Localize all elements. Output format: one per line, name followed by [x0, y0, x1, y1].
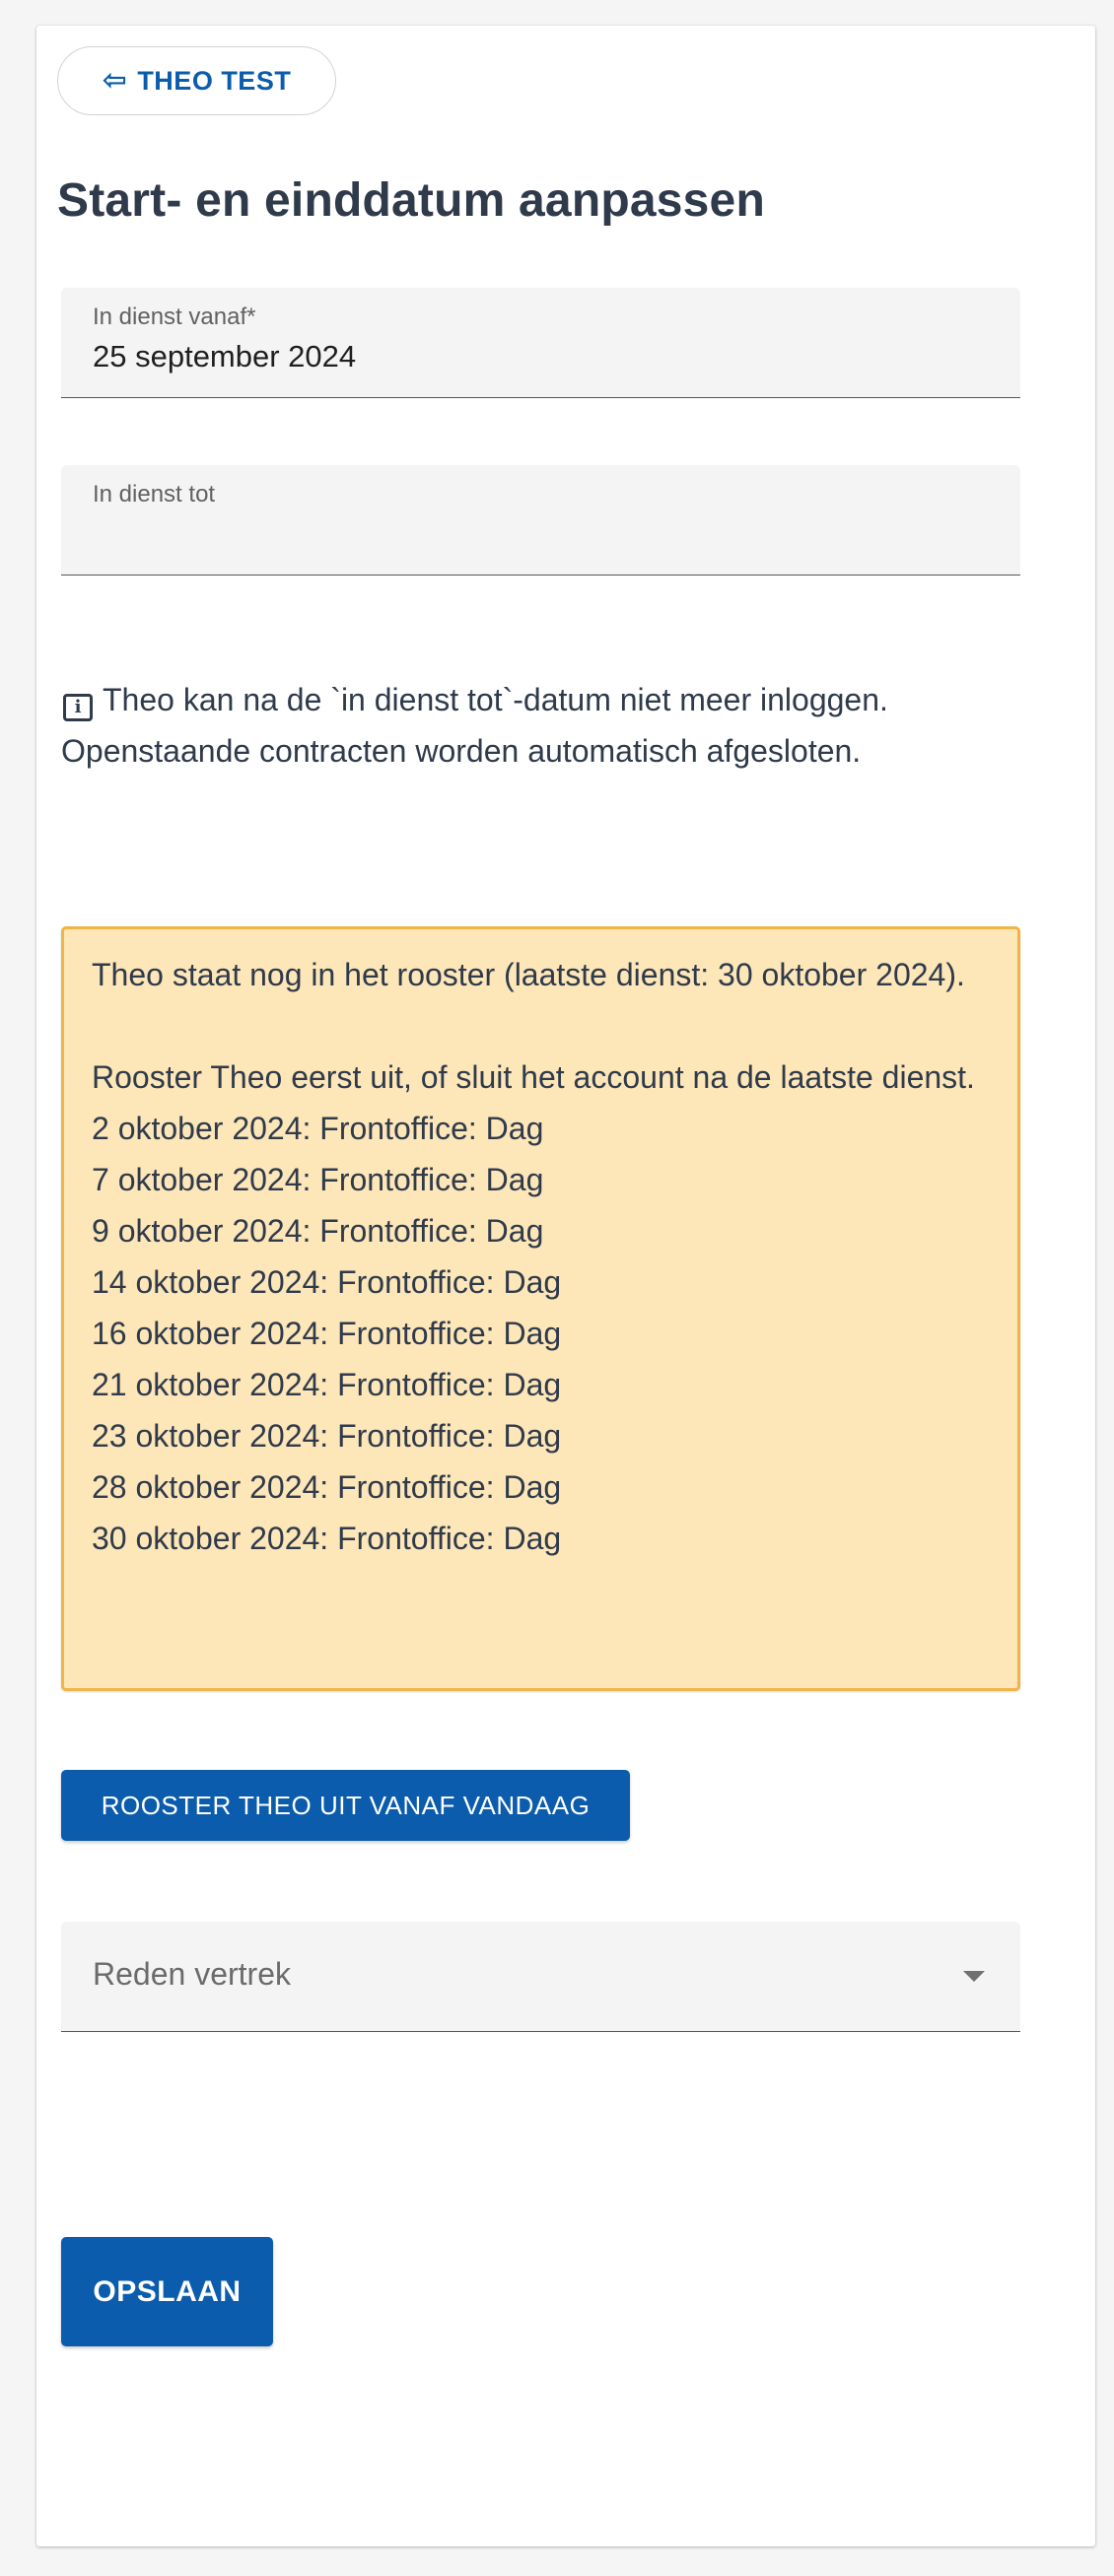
shift-item: 14 oktober 2024: Frontoffice: Dag: [92, 1264, 562, 1300]
back-button[interactable]: [57, 46, 336, 115]
info-icon: i: [63, 694, 93, 721]
start-date-field[interactable]: [61, 288, 1020, 398]
save-button[interactable]: OPSLAAN: [61, 2237, 273, 2346]
info-message: [61, 674, 1037, 777]
left-arrow-icon: ⇦: [102, 64, 128, 97]
warning-intro: Theo staat nog in het rooster (laatste dienst: 30 oktober 2024).: [92, 957, 965, 992]
end-date-label: In dienst tot: [93, 481, 216, 508]
reason-placeholder: Reden vertrek: [93, 1956, 291, 1992]
shift-item: 9 oktober 2024: Frontoffice: Dag: [92, 1213, 544, 1249]
shift-item: 28 oktober 2024: Frontoffice: Dag: [92, 1469, 562, 1505]
start-date-input[interactable]: [93, 337, 980, 376]
shift-item: 30 oktober 2024: Frontoffice: Dag: [92, 1521, 562, 1556]
form-card: [36, 26, 1095, 2546]
info-text: Theo kan na de `in dienst tot`-datum niet meer inloggen. Openstaande contracten worden automatisch afgesloten.: [61, 682, 888, 769]
warning-instruction: Rooster Theo eerst uit, of sluit het account na de laatste dienst.: [92, 1059, 975, 1095]
shift-item: 16 oktober 2024: Frontoffice: Dag: [92, 1316, 562, 1351]
end-date-field[interactable]: [61, 465, 1020, 576]
shift-item: 23 oktober 2024: Frontoffice: Dag: [92, 1418, 562, 1454]
page-title: Start- en einddatum aanpassen: [57, 174, 765, 227]
back-button-label: THEO TEST: [137, 65, 292, 96]
shift-item: 7 oktober 2024: Frontoffice: Dag: [92, 1162, 544, 1197]
caret-down-icon: [963, 1971, 985, 1982]
warning-box: [61, 926, 1020, 1691]
shift-item: 2 oktober 2024: Frontoffice: Dag: [92, 1111, 544, 1146]
start-date-label: In dienst vanaf*: [93, 304, 256, 330]
unschedule-button[interactable]: ROOSTER THEO UIT VANAF VANDAAG: [61, 1770, 630, 1841]
shift-item: 21 oktober 2024: Frontoffice: Dag: [92, 1367, 562, 1402]
end-date-input[interactable]: [93, 514, 980, 554]
reason-select[interactable]: [61, 1922, 1020, 2032]
